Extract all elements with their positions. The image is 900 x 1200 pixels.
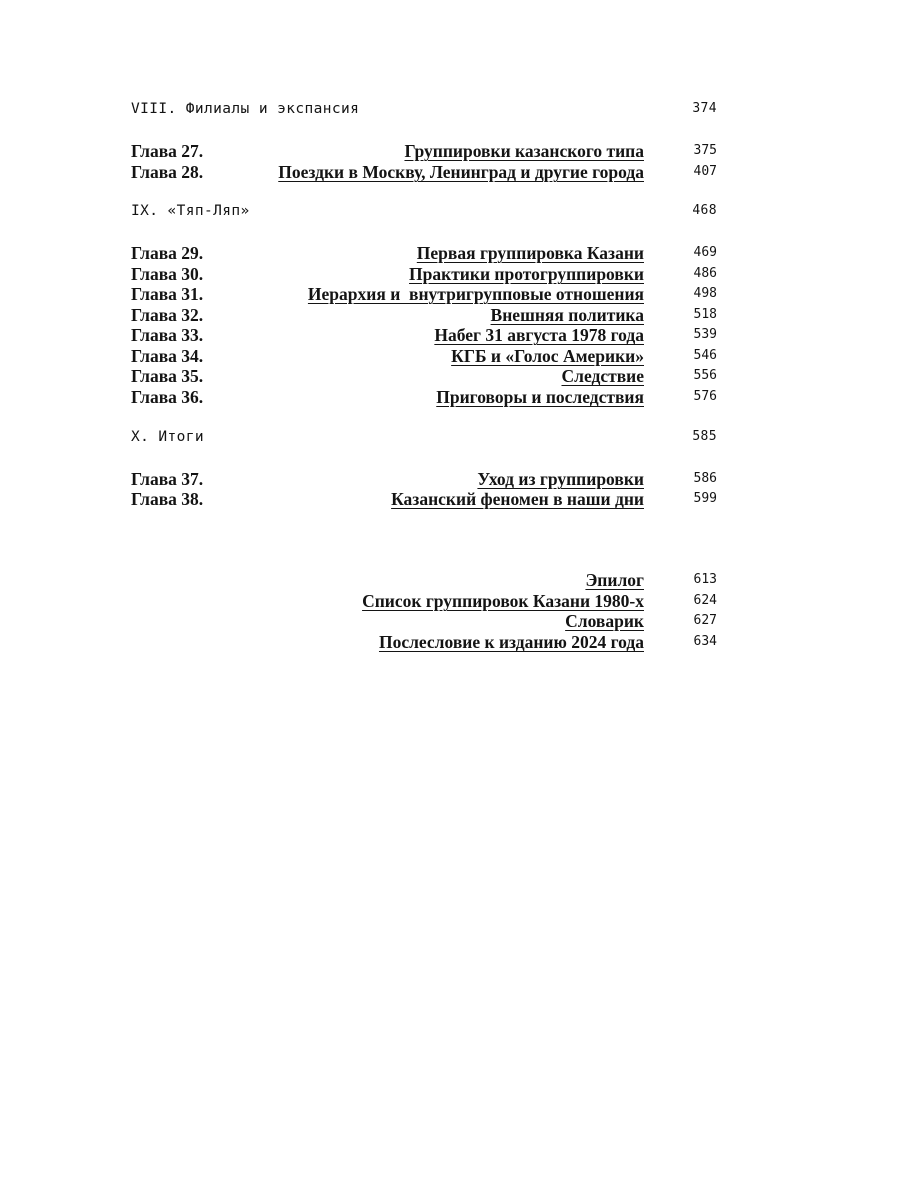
chapter-page-number: 518 bbox=[693, 307, 717, 322]
chapter-title-link[interactable]: Приговоры и последствия bbox=[436, 387, 644, 407]
back-matter-entry[interactable] bbox=[131, 591, 717, 612]
back-matter-title-link[interactable]: Список группировок Казани 1980-х bbox=[362, 591, 644, 611]
chapter-entry[interactable] bbox=[131, 489, 717, 510]
part-heading[interactable] bbox=[131, 99, 717, 123]
chapter-entry[interactable] bbox=[131, 162, 717, 183]
back-matter-page-number: 627 bbox=[693, 613, 717, 628]
back-matter-title-link[interactable]: Эпилог bbox=[585, 570, 644, 590]
part-page-number: 585 bbox=[692, 429, 717, 444]
chapter-page-number: 599 bbox=[693, 491, 717, 506]
chapter-label: Глава 33. bbox=[131, 325, 204, 345]
part-page-number: 468 bbox=[692, 203, 717, 218]
chapter-entry[interactable] bbox=[131, 469, 717, 490]
chapter-label: Глава 28. bbox=[131, 162, 204, 182]
chapter-entry[interactable] bbox=[131, 305, 717, 326]
chapter-label: Глава 36. bbox=[131, 387, 204, 407]
chapter-label: Глава 35. bbox=[131, 366, 204, 386]
chapter-label: Глава 34. bbox=[131, 346, 204, 366]
back-matter-page-number: 613 bbox=[693, 572, 717, 587]
chapter-page-number: 469 bbox=[693, 245, 717, 260]
chapter-entry[interactable] bbox=[131, 366, 717, 387]
chapter-label: Глава 32. bbox=[131, 305, 204, 325]
chapter-label: Глава 27. bbox=[131, 141, 204, 161]
part-heading[interactable] bbox=[131, 201, 717, 225]
chapter-entry[interactable] bbox=[131, 141, 717, 162]
back-matter-page-number: 624 bbox=[693, 593, 717, 608]
chapter-label: Глава 37. bbox=[131, 469, 204, 489]
chapter-label: Глава 38. bbox=[131, 489, 204, 509]
chapter-page-number: 498 bbox=[693, 286, 717, 301]
chapter-title-link[interactable]: Следствие bbox=[561, 366, 644, 386]
chapter-page-number: 407 bbox=[693, 164, 717, 179]
part-page-number: 374 bbox=[692, 101, 717, 116]
chapter-page-number: 546 bbox=[693, 348, 717, 363]
chapter-entry[interactable] bbox=[131, 264, 717, 285]
chapter-label: Глава 31. bbox=[131, 284, 204, 304]
chapter-entry[interactable] bbox=[131, 325, 717, 346]
back-matter-entry[interactable] bbox=[131, 611, 717, 632]
chapter-page-number: 375 bbox=[693, 143, 717, 158]
chapter-title-link[interactable]: Казанский феномен в наши дни bbox=[391, 489, 644, 509]
back-matter-title-link[interactable]: Словарик bbox=[565, 611, 644, 631]
part-title: IX. «Тяп-Ляп» bbox=[131, 203, 250, 219]
chapter-page-number: 486 bbox=[693, 266, 717, 281]
chapter-page-number: 539 bbox=[693, 327, 717, 342]
chapter-title-link[interactable]: Иерархия и внутригрупповые отношения bbox=[307, 284, 644, 304]
part-title: VIII. Филиалы и экспансия bbox=[131, 101, 360, 117]
chapter-page-number: 556 bbox=[693, 368, 717, 383]
chapter-entry[interactable] bbox=[131, 243, 717, 264]
chapter-title-link[interactable]: КГБ и «Голос Америки» bbox=[451, 346, 644, 366]
chapter-title-link[interactable]: Уход из группировки bbox=[477, 469, 644, 489]
back-matter-entry[interactable] bbox=[131, 632, 717, 653]
chapter-label: Глава 30. bbox=[131, 264, 204, 284]
chapter-entry[interactable] bbox=[131, 387, 717, 408]
back-matter-entry[interactable] bbox=[131, 570, 717, 591]
chapter-title-link[interactable]: Практики протогруппировки bbox=[409, 264, 644, 284]
part-heading[interactable] bbox=[131, 427, 717, 451]
chapter-title-link[interactable]: Первая группировка Казани bbox=[416, 243, 644, 263]
chapter-page-number: 586 bbox=[693, 471, 717, 486]
chapter-entry[interactable] bbox=[131, 346, 717, 367]
part-title: X. Итоги bbox=[131, 429, 205, 445]
chapter-entry[interactable] bbox=[131, 284, 717, 305]
chapter-title-link[interactable]: Группировки казанского типа bbox=[404, 141, 644, 161]
chapter-title-link[interactable]: Поездки в Москву, Ленинград и другие города bbox=[278, 162, 644, 182]
back-matter-title-link[interactable]: Послесловие к изданию 2024 года bbox=[378, 632, 644, 652]
chapter-title-link[interactable]: Внешняя политика bbox=[490, 305, 644, 325]
chapter-label: Глава 29. bbox=[131, 243, 204, 263]
chapter-title-link[interactable]: Набег 31 августа 1978 года bbox=[434, 325, 644, 345]
chapter-page-number: 576 bbox=[693, 389, 717, 404]
back-matter-page-number: 634 bbox=[693, 634, 717, 649]
